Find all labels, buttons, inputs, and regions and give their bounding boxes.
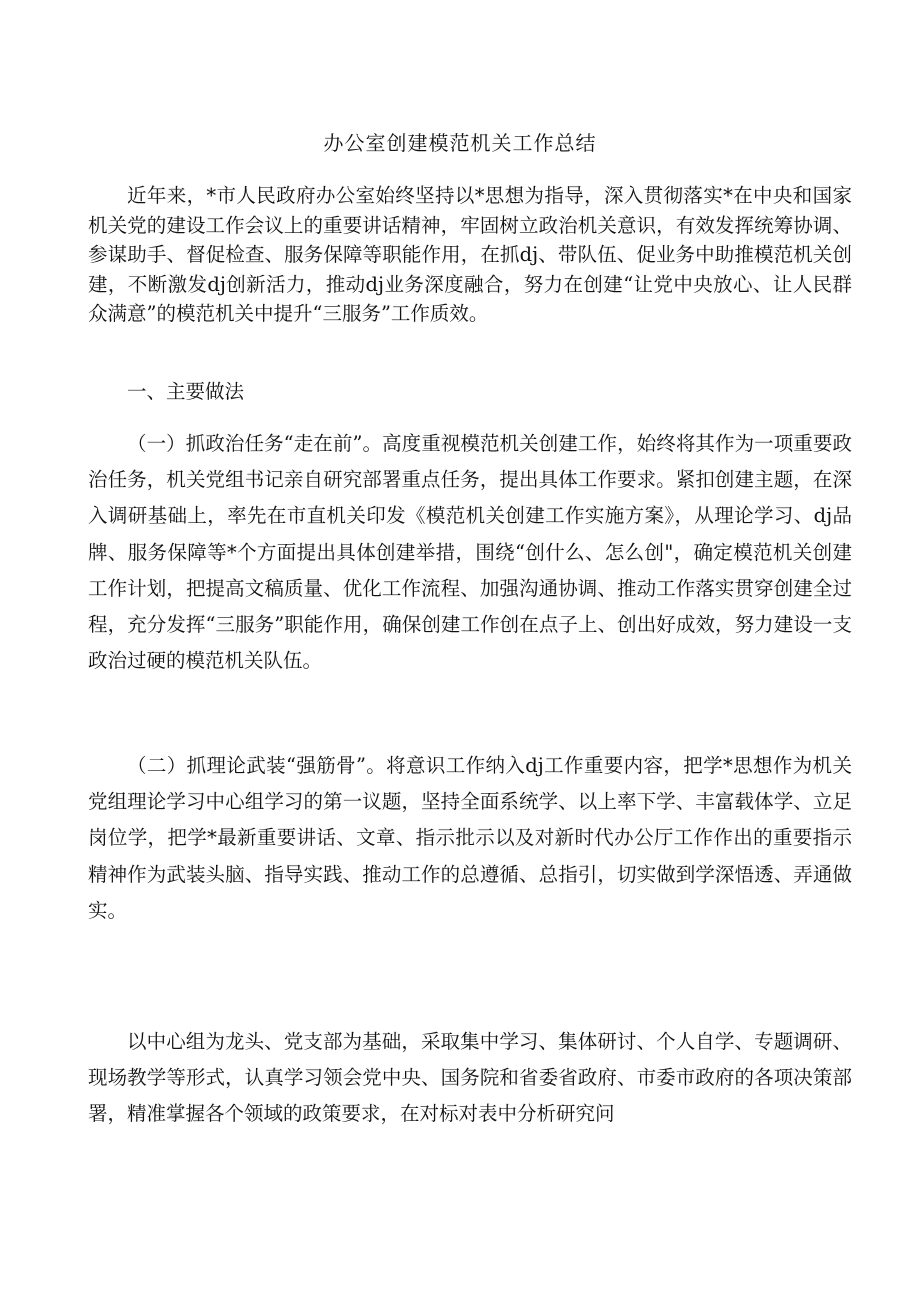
intro-paragraph: 近年来，*市人民政府办公室始终坚持以*思想为指导，深入贯彻落实*在中央和国家机关党的建设工作会议上的重要讲话精神，牢固树立政治机关意识，有效发挥统筹协调、参谋助手、督促检查、服务保障等职能作用，在抓dj、带队伍、促业务中助推模范机关创建，不断激发dj创新活力，推动dj业务深度融合，努力在创建“让党中央放心、让人民群众满意”的模范机关中提升“三服务”工作质效。: [88, 184, 852, 325]
body-paragraph: （一）抓政治任务“走在前”。高度重视模范机关创建工作，始终将其作为一项重要政治任务，机关党组书记亲自研究部署重点任务，提出具体工作要求。紧扣创建主题，在深入调研基础上，率先在市直机关印发《模范机关创建工作实施方案》，从理论学习、dj品牌、服务保障等*个方面提出具体创建举措，围绕“创什么、怎么创"，确定模范机关创建工作计划，把提高文稿质量、优化工作流程、加强沟通协调、推动工作落实贯穿创建全过程，充分发挥“三服务”职能作用，确保创建工作创在点子上、创出好成效，努力建设一支政治过硬的模范机关队伍。: [88, 432, 852, 673]
document-title: 办公室创建模范机关工作总结: [323, 131, 597, 155]
body-paragraph: （二）抓理论武装“强筋骨”。将意识工作纳入dj工作重要内容，把学*思想作为机关党组理论学习中心组学习的第一议题，坚持全面系统学、以上率下学、丰富载体学、立足岗位学，把学*最新重要讲话、文章、指示批示以及对新时代办公厅工作作出的重要指示精神作为武装头脑、指导实践、推动工作的总遵循、总指引，切实做到学深悟透、弄通做实。: [88, 754, 852, 922]
section-heading: 一、主要做法: [127, 380, 245, 403]
body-paragraph: 以中心组为龙头、党支部为基础，采取集中学习、集体研讨、个人自学、专题调研、现场教学等形式，认真学习领会党中央、国务院和省委省政府、市委市政府的各项决策部署，精准掌握各个领域的政策要求，在对标对表中分析研究问: [88, 1030, 852, 1126]
